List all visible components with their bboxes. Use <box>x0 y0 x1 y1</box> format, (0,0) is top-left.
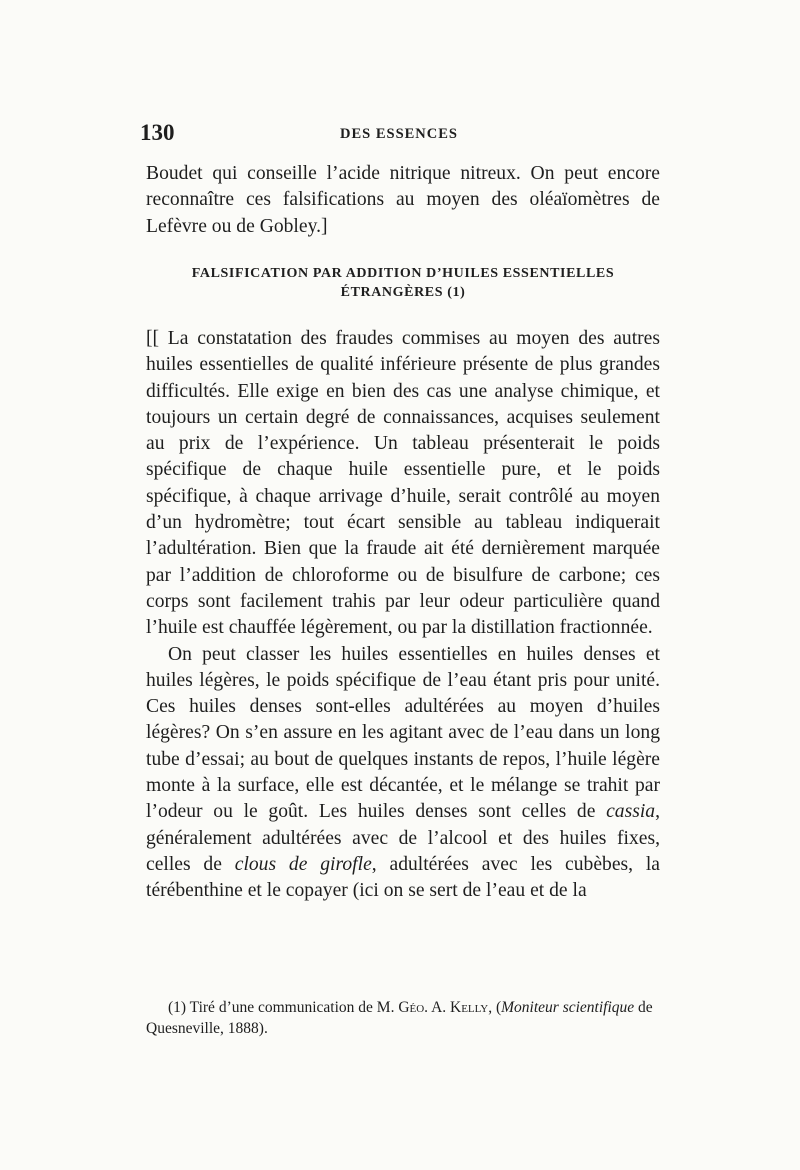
page-number: 130 <box>140 120 175 145</box>
paragraph-2-part1: On peut classer les huiles essentielles en huiles denses et huiles légères, le poids spécifique de l’eau étant pris pour unité. Ces huiles denses sont-elles adultérées au moyen d’huiles légères? On s’en assure en les agitant avec de l’eau dans un long tube d’essai; au bout de quelques instants de repos, l’huile légère monte à la surface, elle est décantée, et le mélange se trahit par l’odeur ou le goût. Les huiles denses sont celles de <box>146 643 660 823</box>
paragraph-2-italic-girofle: clous de girofle <box>234 853 372 875</box>
paragraph-2 <box>146 642 660 905</box>
section-heading <box>146 264 660 302</box>
body-text <box>146 326 660 905</box>
paragraph-2-italic-cassia: cassia <box>606 801 656 823</box>
running-title: DES ESSENCES <box>340 126 458 142</box>
footnote-journal: Moniteur scientifique <box>501 999 635 1016</box>
paragraph-2-part3: , adultérées avec les cubèbes, la térébenthine et le copayer (ici on se sert de l’eau et de la <box>146 853 661 902</box>
footnote-prefix: (1) Tiré d’une communication de M. <box>168 999 399 1016</box>
footnote-author: Géo. A. Kelly <box>398 999 489 1016</box>
footnote <box>146 997 660 1039</box>
section-heading-line1: FALSIFICATION PAR ADDITION D’HUILES ESSENTIELLES <box>191 266 615 281</box>
footnote-middle: , ( <box>488 999 502 1016</box>
page-header <box>140 120 660 150</box>
section-heading-line2: ÉTRANGÈRES (1) <box>340 285 466 300</box>
intro-paragraph: Boudet qui conseille l’acide nitrique nitreux. On peut encore reconnaître ces falsifications au moyen des oléaïomètres de Lefèvre ou de Gobley.] <box>146 163 660 237</box>
intro-paragraph-block <box>146 161 660 240</box>
paragraph-2-part2: , généralement adultérées avec de l’alcool et des huiles fixes, celles de <box>146 801 660 875</box>
footnote-suffix: de Quesneville, 1888). <box>146 999 653 1037</box>
paragraph-1: [[ La constatation des fraudes commises au moyen des autres huiles essentielles de qualité inférieure présente de plus grandes difficultés. Elle exige en bien des cas une analyse chimique, et toujours un certain degré de connaissances, acquises seulement au prix de l’expérience. Un tableau présenterait le poids spécifique de chaque huile essentielle pure, et le poids spécifique, à chaque arrivage d’huile, serait contrôlé au moyen d’un hydromètre; tout écart sensible au tableau indiquerait l’adultération. Bien que la fraude ait été dernièrement marquée par l’addition de chloroforme ou de bisulfure de carbone; ces corps sont facilement trahis par leur odeur particulière quand l’huile est chauffée légèrement, ou par la distillation fractionnée. <box>146 328 660 639</box>
